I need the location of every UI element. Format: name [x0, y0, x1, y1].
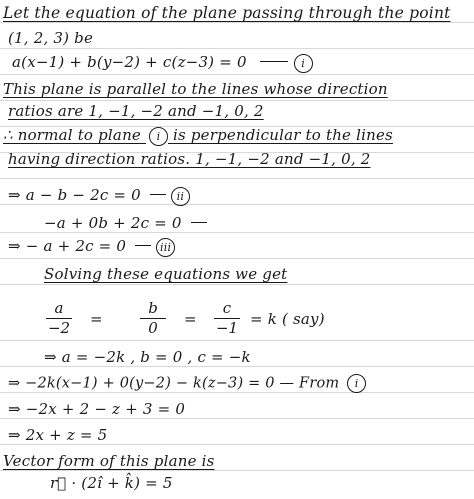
fraction-tail: = k ( say) [250, 310, 325, 328]
fraction-a [46, 300, 72, 337]
line-ratios: ratios are 1, −1, −2 and −1, 0, 2 [8, 102, 264, 120]
line-cartesian: ⇒ 2x + z = 5 [8, 426, 108, 444]
line-eq-iii [8, 237, 175, 257]
from-tag-i: i [347, 374, 366, 393]
equation-text: a(x−1) + b(y−2) + c(z−3) = 0 [12, 53, 247, 71]
ruled-line [0, 100, 474, 101]
line-normal [3, 126, 393, 146]
ruled-line [0, 284, 474, 285]
ruled-line [0, 470, 474, 471]
fraction-b-num: b [148, 299, 158, 317]
equation-tag-iii: iii [156, 238, 175, 257]
line-vector-form: Vector form of this plane is [3, 452, 215, 470]
equation-tag-ii: ii [171, 187, 190, 206]
ruled-line [0, 444, 474, 445]
ruled-line [0, 232, 474, 233]
ruled-line [0, 366, 474, 367]
fraction-a-den: −2 [47, 319, 71, 337]
ruled-line [0, 258, 474, 259]
equals-sign: = [184, 310, 197, 328]
line-substitution [8, 374, 366, 393]
eq-iii-text: ⇒ − a + 2c = 0 [8, 237, 127, 255]
line-intro: Let the equation of the plane passing through the point [3, 4, 451, 22]
ruled-line [0, 418, 474, 419]
line-vector-equation: r⃗ · (2î + k̂) = 5 [50, 474, 173, 492]
line-plane-equation [12, 53, 313, 73]
normal-tag-i: i [149, 127, 168, 146]
dash-connector [191, 222, 207, 223]
fraction-b-den: 0 [148, 319, 158, 337]
dash-connector [260, 61, 288, 62]
ruled-line [0, 48, 474, 49]
eq-second-text: −a + 0b + 2c = 0 [44, 214, 182, 232]
ruled-line [0, 340, 474, 341]
equals-sign: = [90, 310, 103, 328]
equation-tag-i: i [294, 54, 313, 73]
fraction-a-num: a [54, 299, 64, 317]
fraction-b [140, 300, 166, 337]
eq-ii-text: ⇒ a − b − 2c = 0 [8, 186, 141, 204]
line-solving: Solving these equations we get [44, 265, 288, 283]
line-parallel: This plane is parallel to the lines whose direction [3, 80, 388, 98]
fraction-c [214, 300, 240, 337]
normal-tail: is perpendicular to the lines [172, 126, 393, 144]
line-expand: ⇒ −2x + 2 − z + 3 = 0 [8, 400, 186, 418]
line-point: (1, 2, 3) be [8, 29, 94, 47]
fraction-c-num: c [222, 299, 232, 317]
line-eq-second [44, 214, 207, 232]
ruled-line [0, 178, 474, 179]
normal-text: ∴ normal to plane [3, 126, 142, 144]
ruled-line [0, 22, 474, 23]
ruled-line [0, 74, 474, 75]
dash-connector [150, 194, 166, 195]
line-direction-ratios: having direction ratios. 1, −1, −2 and −1, 0, 2 [8, 150, 371, 168]
fraction-c-den: −1 [215, 319, 239, 337]
line-solution: ⇒ a = −2k , b = 0 , c = −k [44, 348, 251, 366]
dash-connector [135, 245, 151, 246]
substitution-text: ⇒ −2k(x−1) + 0(y−2) − k(z−3) = 0 — From [8, 375, 340, 392]
line-eq-ii [8, 186, 190, 206]
